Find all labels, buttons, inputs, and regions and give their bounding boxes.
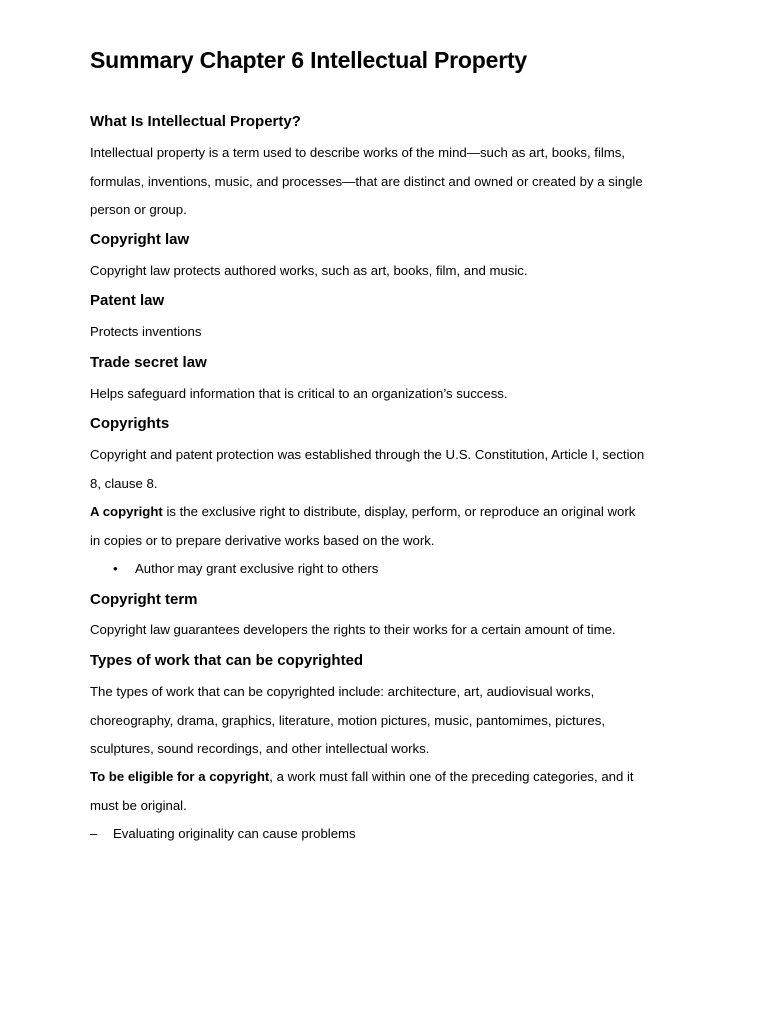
- definition-lead: A copyright: [90, 504, 163, 519]
- heading-copyright-law: Copyright law: [90, 231, 190, 248]
- paragraph-line: Helps safeguard information that is critical to an organization’s success.: [90, 386, 508, 401]
- paragraph-eligibility: [90, 763, 680, 820]
- paragraph-line: [90, 498, 680, 527]
- heading-what-is-ip: What Is Intellectual Property?: [90, 113, 301, 130]
- paragraph-copyright-term: [90, 616, 680, 645]
- list-item-text: Evaluating originality can cause problems: [113, 826, 356, 841]
- heading-patent-law: Patent law: [90, 292, 165, 309]
- paragraph-patent-law: [90, 318, 680, 347]
- paragraph-line: in copies or to prepare derivative works based on the work.: [90, 532, 435, 548]
- paragraph-line: 8, clause 8.: [90, 475, 158, 491]
- paragraph-copyrights: [90, 441, 680, 498]
- heading-copyrights: Copyrights: [90, 415, 170, 432]
- bullet-icon: •: [113, 561, 118, 576]
- paragraph-line: person or group.: [90, 202, 187, 217]
- paragraph-line: Copyright and patent protection was established through the U.S. Constitution, Article I, section: [90, 447, 645, 462]
- paragraph-line: sculptures, sound recordings, and other intellectual works.: [90, 741, 430, 756]
- definition-text: is the exclusive right to distribute, display, perform, or reproduce an original work: [162, 504, 636, 519]
- paragraph-line: The types of work that can be copyrighted include: architecture, art, audiovisual works,: [90, 684, 595, 699]
- paragraph-line: choreography, drama, graphics, literature, motion pictures, music, pantomimes, pictures,: [90, 712, 606, 728]
- heading-trade-secret-law: Trade secret law: [90, 354, 207, 371]
- paragraph-copyright-law: [90, 257, 680, 286]
- paragraph-line: Intellectual property is a term used to describe works of the mind—such as art, books, films,: [90, 145, 626, 160]
- eligibility-lead: To be eligible for a copyright: [90, 769, 270, 784]
- document-title: Summary Chapter 6 Intellectual Property: [90, 47, 528, 73]
- eligibility-text: , a work must fall within one of the preceding categories, and it: [269, 769, 634, 784]
- paragraph-line: Protects inventions: [90, 324, 202, 339]
- heading-copyright-term: Copyright term: [90, 591, 198, 608]
- paragraph-line: Copyright law protects authored works, such as art, books, film, and music.: [90, 263, 528, 278]
- dash-icon: –: [90, 826, 98, 841]
- paragraph-types-of-work: [90, 678, 680, 764]
- paragraph-what-is-ip: [90, 139, 680, 225]
- paragraph-line: must be original.: [90, 797, 187, 813]
- list-item-text: Author may grant exclusive right to others: [135, 561, 379, 576]
- paragraph-line: [90, 763, 680, 792]
- paragraph-line: formulas, inventions, music, and processes—that are distinct and owned or created by a single: [90, 173, 643, 189]
- paragraph-line: Copyright law guarantees developers the rights to their works for a certain amount of time.: [90, 622, 616, 637]
- heading-types-of-work: Types of work that can be copyrighted: [90, 652, 364, 669]
- paragraph-trade-secret-law: [90, 380, 680, 409]
- paragraph-copyright-definition: [90, 498, 680, 555]
